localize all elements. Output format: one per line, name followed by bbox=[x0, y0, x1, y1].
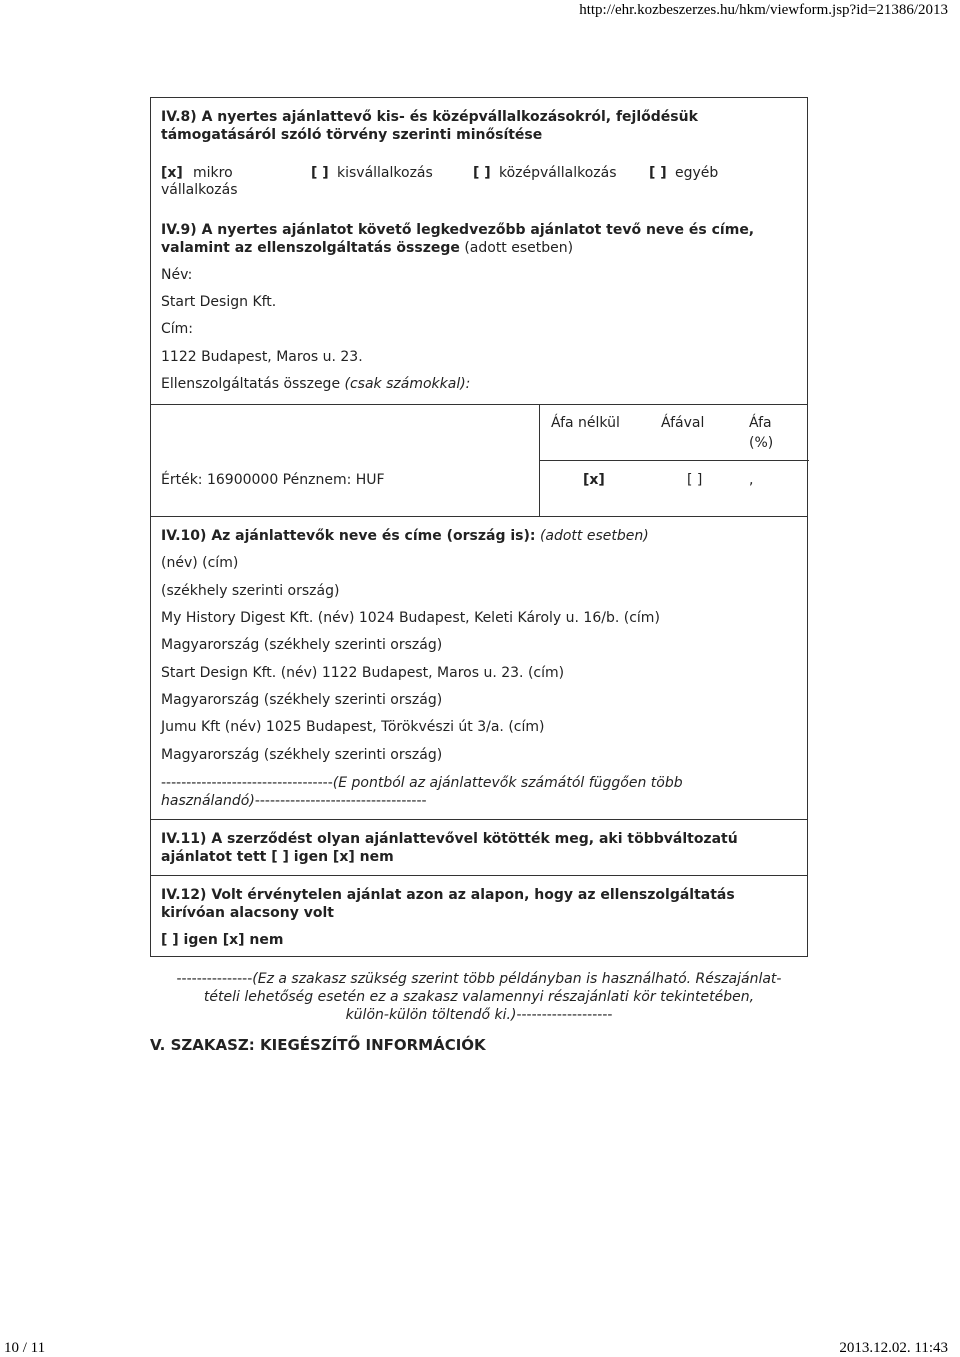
iv8-title-line2: támogatásáról szóló törvény szerinti minősítése bbox=[161, 127, 543, 143]
iv10-note-text2: használandó) bbox=[161, 793, 255, 809]
iv9-title-note: (adott esetben) bbox=[464, 240, 574, 256]
result-section-box bbox=[150, 97, 808, 957]
bottom-note-text: (Ez a szakasz szükség szerint több példányban is használható. Részajánlat- bbox=[252, 971, 782, 987]
page-number: 10 / 11 bbox=[4, 1340, 46, 1356]
mikro-label: mikro bbox=[193, 165, 233, 181]
iv12-answer: [ ] igen [x] nem bbox=[161, 932, 284, 948]
iv9-title-line1: IV.9) A nyertes ajánlatot követő legkedvezőbb ajánlatot tevő neve és címe, bbox=[161, 222, 755, 238]
iv11-title-line2: ajánlatot tett [ ] igen [x] nem bbox=[161, 849, 394, 865]
iv12-title-line1: IV.12) Volt érvénytelen ajánlat azon az alapon, hogy az ellenszolgáltatás bbox=[161, 887, 735, 903]
iv10-line: Magyarország (székhely szerinti ország) bbox=[161, 747, 443, 763]
no-vat-mark: [x] bbox=[583, 472, 605, 488]
mikro-checkbox: [x] bbox=[161, 165, 183, 181]
kis-label: kisvállalkozás bbox=[337, 165, 433, 181]
iv10-line: (név) (cím) bbox=[161, 555, 239, 571]
iv9-title-line2-bold: valamint az ellenszolgáltatás összege bbox=[161, 240, 460, 256]
iv10-divider bbox=[151, 819, 807, 820]
iv10-note-dashes2: ---------------------------------- bbox=[254, 793, 427, 809]
egyeb-label-line2: vállalkozás bbox=[161, 182, 238, 198]
iv10-line: Start Design Kft. (név) 1122 Budapest, Maros u. 23. (cím) bbox=[161, 665, 565, 681]
bottom-note-dashes3: ------------------- bbox=[516, 1007, 613, 1023]
col-vat-percent: Áfa bbox=[749, 415, 772, 431]
iv10-line: My History Digest Kft. (név) 1024 Budapest, Keleti Károly u. 16/b. (cím) bbox=[161, 610, 660, 626]
address-label: Cím: bbox=[161, 321, 194, 337]
egyeb-checkbox: [ ] bbox=[649, 165, 667, 181]
amount-label-text: Ellenszolgáltatás összege bbox=[161, 376, 341, 392]
bottom-note-dashes: --------------- bbox=[176, 971, 253, 987]
col-with-vat: Áfával bbox=[661, 415, 705, 431]
section-v-title: V. SZAKASZ: KIEGÉSZÍTŐ INFORMÁCIÓK bbox=[150, 1036, 486, 1054]
with-vat-mark: [ ] bbox=[687, 472, 703, 488]
vat-value: , bbox=[749, 472, 754, 488]
col-no-vat: Áfa nélkül bbox=[551, 415, 620, 431]
address-value: 1122 Budapest, Maros u. 23. bbox=[161, 349, 363, 365]
page-url: http://ehr.kozbeszerzes.hu/hkm/viewform.jsp?id=21386/2013 bbox=[579, 2, 948, 18]
iv10-line: Jumu Kft (név) 1025 Budapest, Törökvészi út 3/a. (cím) bbox=[161, 719, 545, 735]
amount-label-note: (csak számokkal): bbox=[344, 376, 471, 392]
iv10-line: (székhely szerinti ország) bbox=[161, 583, 340, 599]
amount-label bbox=[161, 375, 470, 393]
iv10-note-dashes: ---------------------------------- bbox=[161, 775, 333, 791]
iv12-title-line2: kirívóan alacsony volt bbox=[161, 905, 334, 921]
table-top-border bbox=[151, 404, 807, 405]
kozep-label: középvállalkozás bbox=[499, 165, 617, 181]
name-label: Név: bbox=[161, 267, 193, 283]
iv10-line: Magyarország (székhely szerinti ország) bbox=[161, 637, 443, 653]
iv11-divider bbox=[151, 875, 807, 876]
iv10-note-text: (E pontból az ajánlattevők számától függően több bbox=[332, 775, 683, 791]
kozep-checkbox: [ ] bbox=[473, 165, 491, 181]
bottom-note-line3 bbox=[150, 1006, 808, 1024]
iv10-title bbox=[161, 527, 649, 545]
bottom-note-text3: külön-külön töltendő ki.) bbox=[345, 1007, 517, 1023]
iv10-note-line1 bbox=[161, 774, 683, 792]
iv11-title-line1: IV.11) A szerződést olyan ajánlattevővel kötötték meg, aki többváltozatú bbox=[161, 831, 738, 847]
print-datetime: 2013.12.02. 11:43 bbox=[839, 1340, 948, 1356]
iv10-title-bold: IV.10) Az ajánlattevők neve és címe (ország is): bbox=[161, 528, 536, 544]
iv9-title-line2 bbox=[161, 239, 573, 257]
value-row-label: Érték: 16900000 Pénznem: HUF bbox=[161, 472, 385, 488]
table-bottom-border bbox=[151, 516, 807, 517]
iv10-line: Magyarország (székhely szerinti ország) bbox=[161, 692, 443, 708]
kis-checkbox: [ ] bbox=[311, 165, 329, 181]
iv10-title-note: (adott esetben) bbox=[539, 528, 649, 544]
col-vat-percent-unit: (%) bbox=[749, 435, 774, 451]
name-value: Start Design Kft. bbox=[161, 294, 277, 310]
table-header-divider bbox=[539, 460, 809, 461]
iv8-title-line1: IV.8) A nyertes ajánlattevő kis- és középvállalkozásokról, fejlődésük bbox=[161, 109, 698, 125]
bottom-note-line1 bbox=[150, 970, 808, 988]
bottom-note-line2: tételi lehetőség esetén ez a szakasz valamennyi részajánlati kör tekintetében, bbox=[203, 989, 755, 1005]
iv10-note-line2 bbox=[161, 792, 427, 810]
egyeb-label: egyéb bbox=[675, 165, 719, 181]
